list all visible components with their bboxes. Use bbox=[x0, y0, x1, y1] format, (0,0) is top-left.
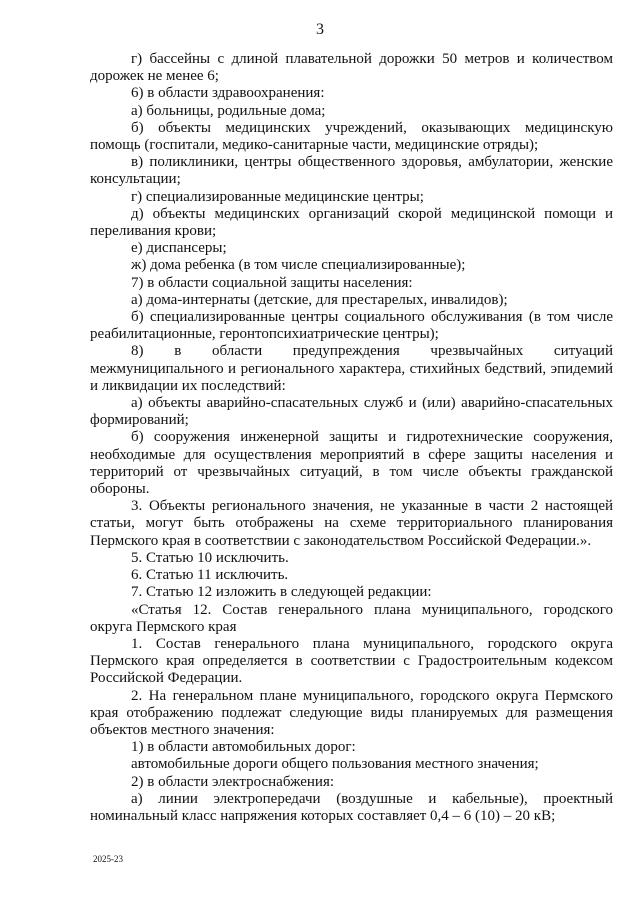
page-number: 3 bbox=[316, 21, 324, 38]
paragraph: 1) в области автомобильных дорог: bbox=[131, 739, 356, 756]
paragraph: а) объекты аварийно-спасательных служб и (или) аварийно-спасательных формирований; bbox=[90, 395, 613, 429]
paragraph: а) дома-интернаты (детские, для престарелых, инвалидов); bbox=[131, 291, 508, 308]
paragraph: автомобильные дороги общего пользования местного значения; bbox=[131, 756, 539, 773]
paragraph: 3. Объекты регионального значения, не указанные в части 2 настоящей статьи, могут быть отображены на схеме территориального планирования Пермского края в соответствии с законодательством Российской Федерации.». bbox=[90, 498, 613, 549]
paragraph: в) поликлиники, центры общественного здоровья, амбулатории, женские консультации; bbox=[90, 154, 613, 188]
paragraph: 2. На генеральном плане муниципального, городского округа Пермского края отображению подлежат следующие виды планируемых для размещения объектов местного значения: bbox=[90, 687, 613, 738]
paragraph: а) линии электропередачи (воздушные и кабельные), проектный номинальный класс напряжения которых составляет 0,4 – 6 (10) – 20 кВ; bbox=[90, 790, 613, 824]
paragraph: д) объекты медицинских организаций скорой медицинской помощи и переливания крови; bbox=[90, 205, 613, 240]
document-body bbox=[90, 51, 613, 825]
paragraph: б) специализированные центры социального обслуживания (в том числе реабилитационные, геронтопсихиатрические центры); bbox=[90, 309, 613, 343]
paragraph: е) диспансеры; bbox=[131, 240, 227, 257]
paragraph: б) сооружения инженерной защиты и гидротехнические сооружения, необходимые для осуществления мероприятий в сфере защиты населения и территорий от чрезвычайных ситуаций, в том числе объекты гражданской обороны. bbox=[90, 429, 613, 498]
paragraph: а) больницы, родильные дома; bbox=[131, 102, 326, 119]
paragraph: г) бассейны с длиной плавательной дорожки 50 метров и количеством дорожек не менее 6; bbox=[90, 51, 613, 85]
paragraph: 2) в области электроснабжения: bbox=[131, 773, 335, 790]
paragraph: «Статья 12. Состав генерального плана муниципального, городского округа Пермского края bbox=[90, 601, 613, 635]
paragraph: 5. Статью 10 исключить. bbox=[131, 549, 289, 566]
paragraph: ж) дома ребенка (в том числе специализированные); bbox=[131, 257, 466, 274]
paragraph: 6. Статью 11 исключить. bbox=[131, 567, 289, 584]
paragraph: г) специализированные медицинские центры; bbox=[131, 188, 424, 205]
paragraph: 6) в области здравоохранения: bbox=[131, 85, 325, 102]
paragraph: 7) в области социальной защиты населения: bbox=[131, 274, 413, 291]
paragraph: 7. Статью 12 изложить в следующей редакции: bbox=[131, 584, 432, 601]
paragraph: 1. Состав генерального плана муниципального, городского округа Пермского края определяется в соответствии с Градостроительным кодексом Российской Федерации. bbox=[90, 635, 613, 687]
document-code: 2025-23 bbox=[93, 854, 123, 864]
paragraph: 8) в области предупреждения чрезвычайных ситуаций межмуниципального и регионального характера, стихийных бедствий, эпидемий и ликвидации их последствий: bbox=[90, 343, 613, 394]
paragraph: б) объекты медицинских учреждений, оказывающих медицинскую помощь (госпитали, медико-санитарные части, медицинские отряды); bbox=[90, 119, 613, 154]
